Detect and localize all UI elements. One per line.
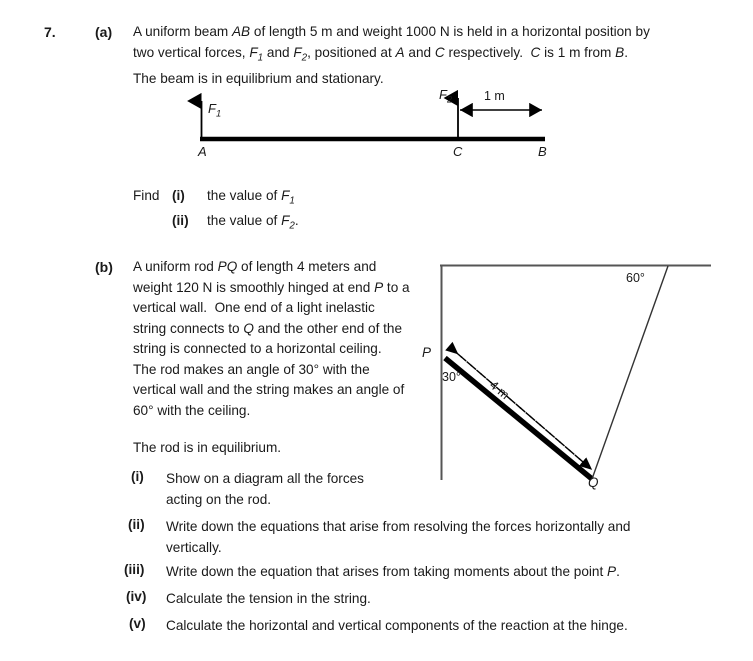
force-f1-label: $F_1$ [208, 101, 222, 119]
dimension-1m-label: 1 m [484, 89, 505, 103]
find-item-i-number: (i) [172, 188, 185, 203]
point-p-label: P [422, 345, 432, 360]
angle-30-label: 30° [442, 370, 461, 384]
equilibrium-statement: The rod is in equilibrium. [133, 440, 282, 455]
find-item-i-text: the value of $F_1$ [207, 188, 295, 207]
beam-diagram-svg [160, 82, 580, 167]
part-b-item-v-text: Calculate the horizontal and vertical components of the reaction at the hinge. [166, 618, 628, 633]
question-number: 7. [44, 24, 56, 40]
part-b-statement: A uniform rod PQ of length 4 meters and weight 120 N is smoothly hinged at end P to a vertical wall. One end of a light inelastic string connects to Q and the other end of the string is connected to a horizontal ceiling. The rod makes an angle of 30° with the vertical wall and the string makes an angle of 60° with the ceiling. [133, 259, 410, 418]
force-f2-label: $F_2$ [439, 87, 453, 105]
part-b-item-i-number: (i) [131, 469, 144, 484]
find-word: Find [133, 188, 160, 203]
part-b-item-iv-text: Calculate the tension in the string. [166, 591, 371, 606]
rod-length-arrow-lower [451, 348, 590, 468]
part-a-line-1: A uniform beam AB of length 5 m and weight 1000 N is held in a horizontal position by [133, 24, 650, 39]
part-b-item-i-text: Show on a diagram all the forces acting on the rod. [166, 471, 364, 507]
rod-length-label: 4 m [487, 378, 512, 403]
part-b-item-v-number: (v) [129, 616, 146, 631]
part-a-statement [133, 22, 723, 89]
beam-diagram [160, 82, 580, 167]
part-a-line-3: The beam is in equilibrium and stationary. [133, 70, 384, 86]
part-b-item-iii-number: (iii) [124, 562, 145, 577]
part-a-label: (a) [95, 24, 113, 40]
part-b-item-iv-number: (iv) [126, 589, 147, 604]
angle-60-label: 60° [626, 271, 645, 285]
find-item-ii-text: the value of $F_2$. [207, 213, 299, 232]
rod-pq-diagram [420, 252, 730, 497]
point-c-label: C [453, 144, 463, 159]
find-item-ii-number: (ii) [172, 213, 189, 228]
point-a-label: A [198, 144, 207, 159]
part-b-item-ii-text: Write down the equations that arise from resolving the forces horizontally and vertically. [166, 519, 631, 555]
point-b-label: B [538, 144, 547, 159]
rod-pq-diagram-svg [420, 252, 730, 497]
point-q-label: Q [588, 475, 599, 490]
rod-pq-line [445, 358, 592, 479]
part-b-item-iii-text: Write down the equation that arises from taking moments about the point P. [166, 564, 620, 579]
part-a-line-2: two vertical forces, $F_1$ and $F_2$, positioned at A and C respectively. C is 1 m from B. [133, 44, 629, 64]
string-line [592, 266, 668, 479]
part-b-label: (b) [95, 259, 113, 275]
part-b-item-ii-number: (ii) [128, 517, 145, 532]
